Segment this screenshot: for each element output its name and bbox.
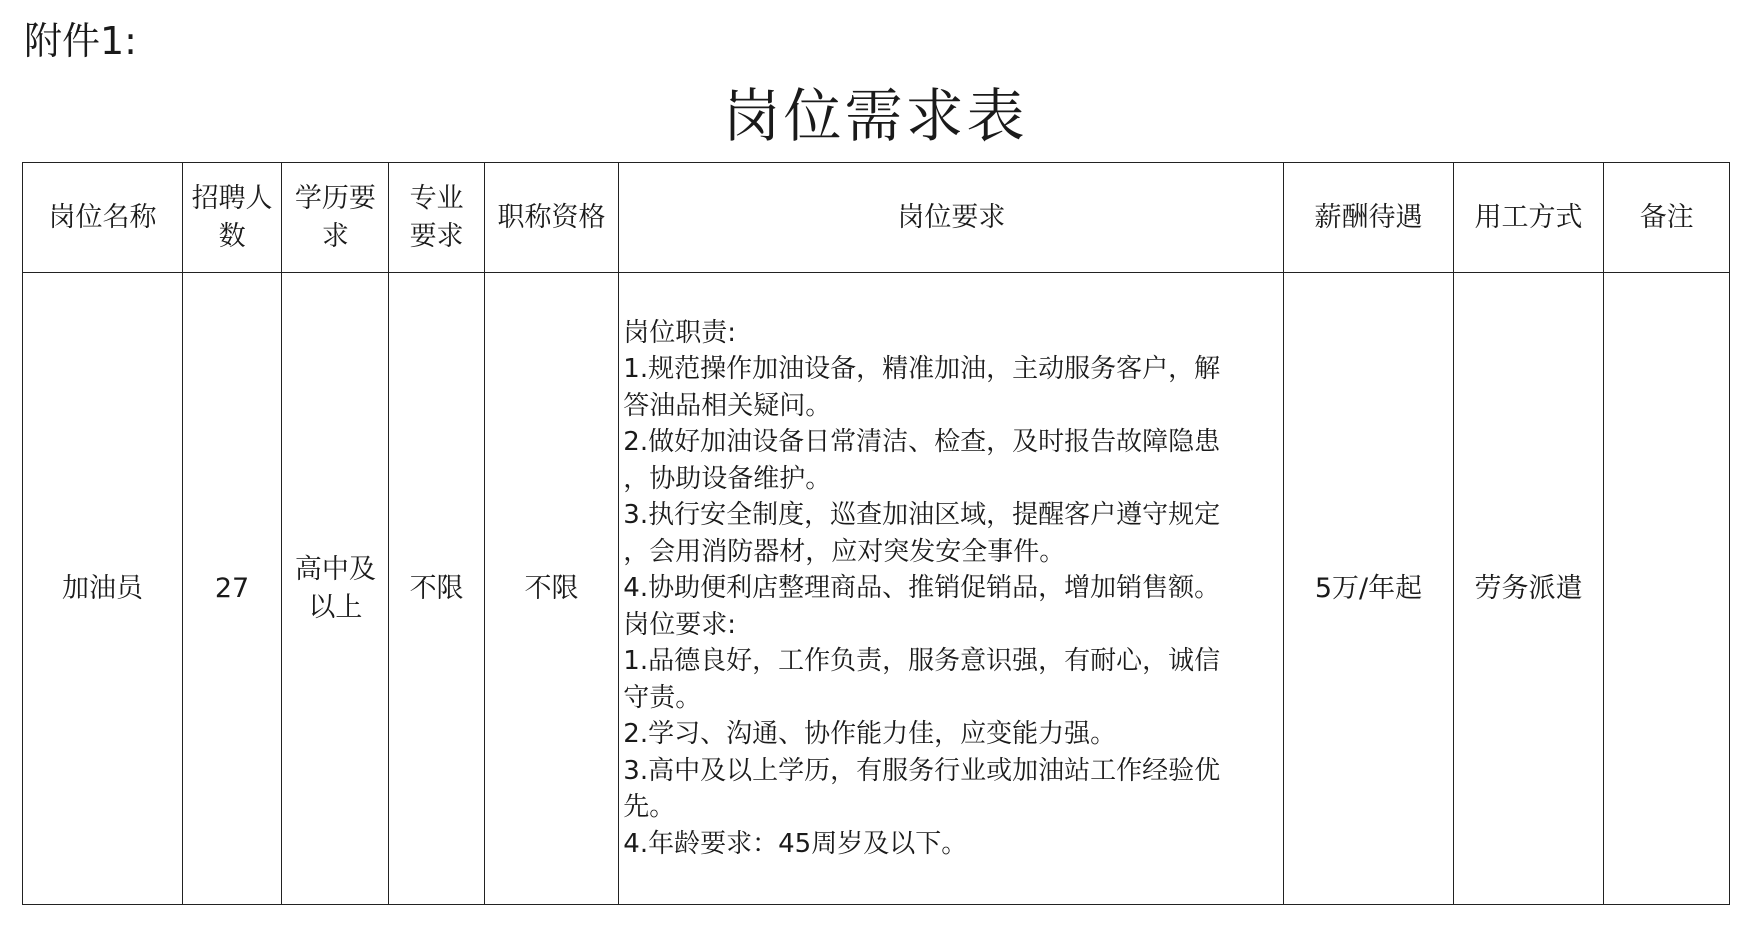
requirement-line: 2.学习、沟通、协作能力佳，应变能力强。 [623,719,1117,750]
requirement-line: ，协助设备维护。 [623,463,832,494]
job-requirements-table [22,162,1730,905]
cell-remarks [1604,273,1730,905]
header-major-line1: 专业 [409,182,464,214]
header-remarks: 备注 [1604,163,1730,273]
cell-salary: 5万/年起 [1284,273,1453,905]
cell-education-line1: 高中及 [294,553,376,585]
requirement-line: 岗位职责: [623,317,737,348]
header-title-qualification: 职称资格 [484,163,619,273]
header-salary: 薪酬待遇 [1284,163,1453,273]
table-row [23,273,1730,905]
requirement-line: 守责。 [623,682,702,713]
header-headcount [182,163,281,273]
table-header-row [23,163,1730,273]
cell-education [282,273,389,905]
cell-headcount: 27 [182,273,281,905]
requirement-line: ，会用消防器材，应对突发安全事件。 [623,536,1066,567]
cell-education-line2: 以上 [308,591,363,623]
requirement-line: 岗位要求: [623,609,737,640]
header-headcount-line2: 数 [218,220,246,252]
cell-job-requirements [619,273,1284,905]
header-headcount-line1: 招聘人 [191,182,273,214]
attachment-label: 附件1: [24,19,137,63]
header-education-line1: 学历要 [294,182,376,214]
header-major-line2: 要求 [409,220,464,252]
header-education [282,163,389,273]
cell-employment-type: 劳务派遣 [1453,273,1604,905]
header-position-name: 岗位名称 [23,163,183,273]
header-employment-type: 用工方式 [1453,163,1604,273]
requirement-line: 1.规范操作加油设备，精准加油，主动服务客户，解 [623,354,1221,385]
cell-title-qualification: 不限 [484,273,619,905]
header-job-requirements: 岗位要求 [619,163,1284,273]
page-title: 岗位需求表 [722,82,1028,150]
requirement-line: 3.高中及以上学历，有服务行业或加油站工作经验优 [623,755,1221,786]
requirement-line: 先。 [623,792,676,823]
requirement-line: 2.做好加油设备日常清洁、检查，及时报告故障隐患 [623,427,1221,458]
requirement-line: 3.执行安全制度，巡查加油区域，提醒客户遵守规定 [623,500,1221,531]
requirement-line: 1.品德良好，工作负责，服务意识强，有耐心，诚信 [623,646,1221,677]
cell-major: 不限 [389,273,484,905]
requirement-line: 4.年龄要求：45周岁及以下。 [623,828,968,859]
requirement-line: 4.协助便利店整理商品、推销促销品，增加销售额。 [623,573,1221,604]
header-education-line2: 求 [321,220,349,252]
requirement-line: 答油品相关疑问。 [623,390,832,421]
header-major [389,163,484,273]
cell-position-name: 加油员 [23,273,183,905]
